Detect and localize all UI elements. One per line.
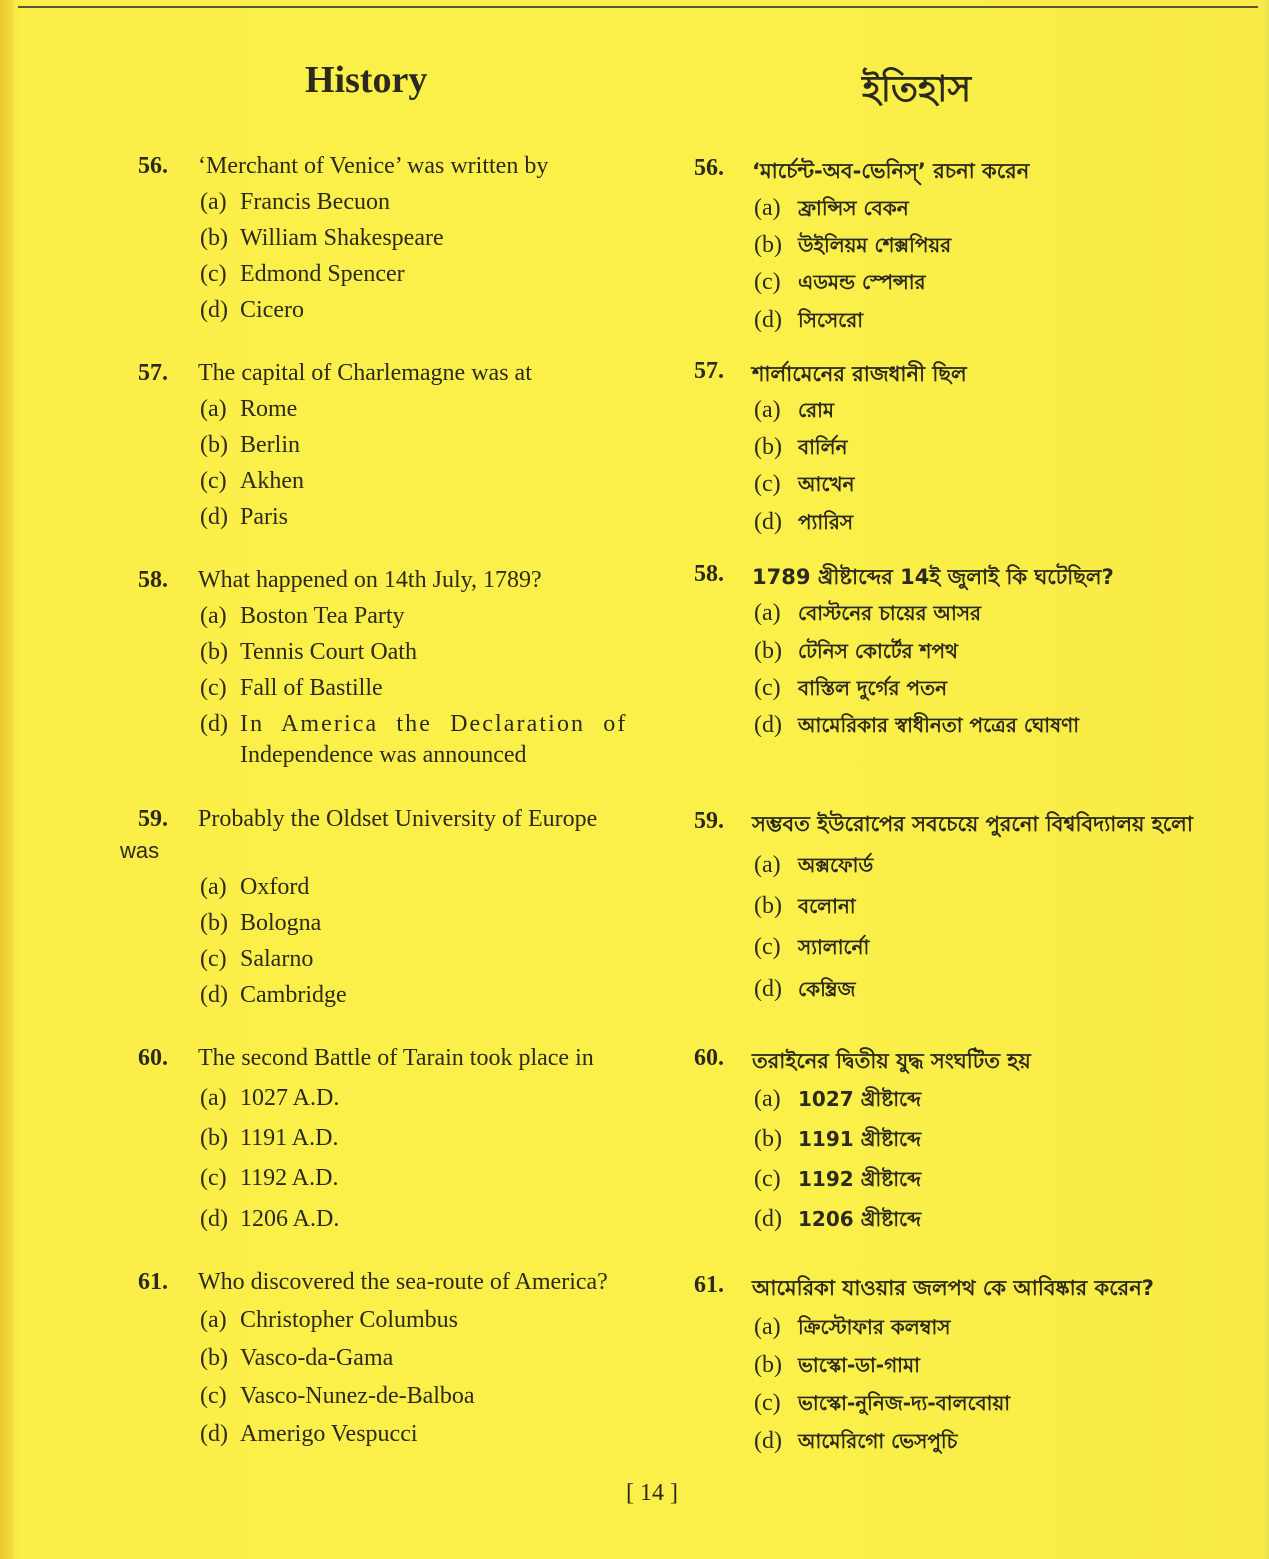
question-stem: What happened on 14th July, 1789?: [198, 567, 542, 593]
section-heading-english: History: [305, 59, 428, 101]
option-label: (c): [200, 946, 227, 972]
question-stem: আমেরিকা যাওয়ার জলপথ কে আবিষ্কার করেন?: [752, 1276, 1154, 1300]
question-number: 56.: [138, 153, 168, 179]
option-label: (b): [754, 638, 782, 664]
option-text: প্যারিস: [798, 510, 854, 534]
option-57-d-bn: [754, 507, 853, 541]
option-text: রোম: [798, 398, 835, 422]
option-label: (a): [200, 189, 227, 215]
option-57-c: [200, 468, 304, 495]
option-label: (a): [754, 852, 781, 878]
question-stem: Probably the Oldset University of Europe: [198, 806, 598, 832]
option-text: 1206 A.D.: [240, 1206, 340, 1232]
option-text: ক্রিস্টোফার কলম্বাস: [798, 1315, 951, 1339]
option-58-d: [200, 711, 627, 738]
option-label: (c): [200, 1383, 227, 1409]
option-58-c: [200, 675, 383, 702]
option-text: বোস্টনের চায়ের আসর: [798, 601, 982, 625]
option-label: (b): [754, 1352, 782, 1378]
option-label: (d): [200, 711, 228, 737]
option-59-b: [200, 910, 321, 937]
option-text: Rome: [240, 396, 298, 422]
option-label: (c): [754, 1390, 781, 1416]
option-text: Christopher Columbus: [240, 1307, 459, 1333]
option-label: (a): [754, 195, 781, 221]
option-label: (b): [754, 1126, 782, 1152]
option-56-c: [200, 261, 405, 288]
option-label: (d): [200, 297, 228, 323]
option-text: ফ্রান্সিস বেকন: [798, 196, 909, 220]
option-text: এডমন্ড স্পেন্সার: [798, 270, 926, 294]
question-stem: 1789 খ্রীষ্টাব্দের 14ই জুলাই কি ঘটেছিল?: [752, 565, 1114, 589]
option-label: (d): [754, 976, 782, 1002]
option-text: Vasco-Nunez-de-Balboa: [240, 1383, 475, 1409]
option-57-b-bn: [754, 432, 848, 466]
option-label: (d): [200, 504, 228, 530]
option-61-d: [200, 1421, 418, 1448]
option-57-b: [200, 432, 300, 459]
option-text: অক্সফোর্ড: [798, 853, 874, 877]
option-label: (a): [200, 1307, 227, 1333]
option-61-b-bn: [754, 1350, 920, 1384]
option-text: 1027 খ্রীষ্টাব্দে: [798, 1087, 922, 1111]
question-number: 59.: [138, 806, 168, 832]
question-number: 57.: [138, 360, 168, 386]
option-text: ভাস্কো-নুনিজ-দ্য-বালবোয়া: [798, 1391, 1011, 1415]
option-56-a: [200, 189, 390, 216]
option-59-b-bn: [754, 891, 856, 925]
option-60-d-bn: [754, 1204, 921, 1238]
option-60-a-bn: [754, 1084, 921, 1118]
option-57-a-bn: [754, 395, 834, 429]
option-label: (c): [754, 269, 781, 295]
option-label: (d): [754, 509, 782, 535]
option-label: (b): [200, 910, 228, 936]
option-text: Amerigo Vespucci: [240, 1421, 418, 1447]
option-text: William Shakespeare: [240, 225, 444, 251]
question-number: 57.: [694, 358, 724, 384]
option-label: (a): [200, 874, 227, 900]
option-text: বলোনা: [798, 894, 856, 918]
option-60-a: [200, 1085, 339, 1112]
option-label: (b): [754, 232, 782, 258]
question-number: 61.: [694, 1272, 724, 1298]
option-60-c: [200, 1165, 338, 1192]
option-58-b-bn: [754, 636, 958, 670]
option-text: Akhen: [240, 468, 304, 494]
option-text: ভাস্কো-ডা-গামা: [798, 1353, 920, 1377]
option-text: Fall of Bastille: [240, 675, 383, 701]
page-edge-right: [1261, 0, 1269, 1559]
option-text: উইলিয়ম শেক্সপিয়র: [798, 233, 952, 257]
option-text: 1191 খ্রীষ্টাব্দে: [798, 1127, 922, 1151]
option-58-a: [200, 603, 405, 630]
option-56-d: [200, 297, 304, 324]
option-text: 1191 A.D.: [240, 1125, 339, 1151]
option-59-a-bn: [754, 850, 873, 884]
option-text: Cambridge: [240, 982, 347, 1008]
option-61-c-bn: [754, 1388, 1010, 1422]
option-text: স্যালার্নো: [798, 935, 870, 959]
option-58-d-continued: Independence was announced: [240, 742, 527, 768]
question-number: 60.: [138, 1045, 168, 1071]
option-56-a-bn: [754, 193, 909, 227]
option-text: 1192 A.D.: [240, 1165, 339, 1191]
top-rule: [18, 6, 1258, 8]
option-label: (b): [754, 893, 782, 919]
option-text: আমেরিগো ভেসপুচি: [798, 1429, 958, 1453]
option-label: (c): [200, 261, 227, 287]
question-number: 60.: [694, 1045, 724, 1071]
option-59-a: [200, 874, 309, 901]
question-number: 59.: [694, 808, 724, 834]
option-60-d: [200, 1206, 339, 1233]
option-label: (d): [200, 1206, 228, 1232]
question-number: 58.: [694, 561, 724, 587]
option-text: Cicero: [240, 297, 304, 323]
option-60-b: [200, 1125, 338, 1152]
section-heading-bengali: ইতিহাস: [862, 69, 972, 110]
option-text: টেনিস কোর্টের শপথ: [798, 639, 959, 663]
option-61-a: [200, 1307, 458, 1334]
option-label: (a): [754, 397, 781, 423]
option-61-c: [200, 1383, 475, 1410]
question-number: 56.: [694, 155, 724, 181]
question-stem: The second Battle of Tarain took place in: [198, 1045, 594, 1071]
option-59-c: [200, 946, 313, 973]
option-59-c-bn: [754, 932, 869, 966]
option-58-c-bn: [754, 673, 947, 707]
option-label: (a): [200, 396, 227, 422]
option-label: (b): [200, 432, 228, 458]
option-58-d-bn: [754, 710, 1079, 744]
option-label: (c): [200, 1165, 227, 1191]
option-text: Edmond Spencer: [240, 261, 405, 287]
option-58-a-bn: [754, 598, 981, 632]
option-label: (b): [200, 1125, 228, 1151]
option-label: (d): [754, 712, 782, 738]
option-text: সিসেরো: [798, 308, 864, 332]
option-text: Francis Becuon: [240, 189, 390, 215]
option-label: (d): [754, 307, 782, 333]
question-stem: ‘Merchant of Venice’ was written by: [198, 153, 549, 179]
option-text: Oxford: [240, 874, 310, 900]
option-label: (a): [754, 1314, 781, 1340]
option-label: (b): [200, 639, 228, 665]
option-label: (b): [200, 225, 228, 251]
option-57-a: [200, 396, 297, 423]
option-label: (d): [754, 1206, 782, 1232]
option-text: Berlin: [240, 432, 300, 458]
option-text: Bologna: [240, 910, 322, 936]
option-text: Vasco-da-Gama: [240, 1345, 394, 1371]
option-label: (c): [200, 468, 227, 494]
option-text: 1027 A.D.: [240, 1085, 340, 1111]
page-number: [ 14 ]: [626, 1480, 678, 1506]
option-label: (c): [754, 1166, 781, 1192]
option-label: (a): [200, 1085, 227, 1111]
option-text: Tennis Court Oath: [240, 639, 417, 665]
option-57-c-bn: [754, 469, 854, 503]
option-label: (b): [200, 1345, 228, 1371]
option-label: (d): [200, 982, 228, 1008]
option-56-b-bn: [754, 230, 951, 264]
option-text: 1192 খ্রীষ্টাব্দে: [798, 1167, 922, 1191]
option-text: বার্লিন: [798, 435, 848, 459]
page-edge-left: [0, 0, 14, 1559]
option-61-b: [200, 1345, 393, 1372]
option-60-c-bn: [754, 1164, 921, 1198]
option-label: (a): [200, 603, 227, 629]
option-text: Salarno: [240, 946, 314, 972]
option-label: (a): [754, 600, 781, 626]
question-stem-continued: was: [120, 838, 160, 863]
option-text: আমেরিকার স্বাধীনতা পত্রের ঘোষণা: [798, 713, 1080, 737]
option-text: 1206 খ্রীষ্টাব্দে: [798, 1207, 922, 1231]
option-label: (c): [754, 934, 781, 960]
option-56-b: [200, 225, 444, 252]
question-number: 58.: [138, 567, 168, 593]
question-stem: তরাইনের দ্বিতীয় যুদ্ধ সংঘটিত হয়: [752, 1049, 1031, 1073]
question-stem: সম্ভবত ইউরোপের সবচেয়ে পুরনো বিশ্ববিদ্যালয় হলো: [752, 812, 1193, 836]
option-60-b-bn: [754, 1124, 921, 1158]
option-label: (d): [200, 1421, 228, 1447]
option-56-d-bn: [754, 305, 863, 339]
question-stem: শার্লামেনের রাজধানী ছিল: [752, 362, 967, 386]
option-text: আখেন: [798, 472, 855, 496]
question-number: 61.: [138, 1269, 168, 1295]
option-58-b: [200, 639, 417, 666]
option-label: (c): [200, 675, 227, 701]
option-label: (c): [754, 675, 781, 701]
option-text: Boston Tea Party: [240, 603, 405, 629]
option-text: বাস্তিল দুর্গের পতন: [798, 676, 948, 700]
question-stem: Who discovered the sea-route of America?: [198, 1269, 608, 1295]
option-text: Paris: [240, 504, 288, 530]
option-59-d-bn: [754, 974, 856, 1008]
option-56-c-bn: [754, 267, 926, 301]
option-61-a-bn: [754, 1312, 951, 1346]
question-stem: The capital of Charlemagne was at: [198, 360, 532, 386]
question-stem: ‘মার্চেন্ট-অব-ভেনিস্’ রচনা করেন: [752, 159, 1030, 183]
option-text: কেম্ব্রিজ: [798, 977, 856, 1001]
option-label: (d): [754, 1428, 782, 1454]
option-label: (c): [754, 471, 781, 497]
option-61-d-bn: [754, 1426, 957, 1460]
option-57-d: [200, 504, 288, 531]
option-text: In America the Declaration of: [240, 711, 628, 737]
option-59-d: [200, 982, 347, 1009]
option-label: (a): [754, 1086, 781, 1112]
option-label: (b): [754, 434, 782, 460]
